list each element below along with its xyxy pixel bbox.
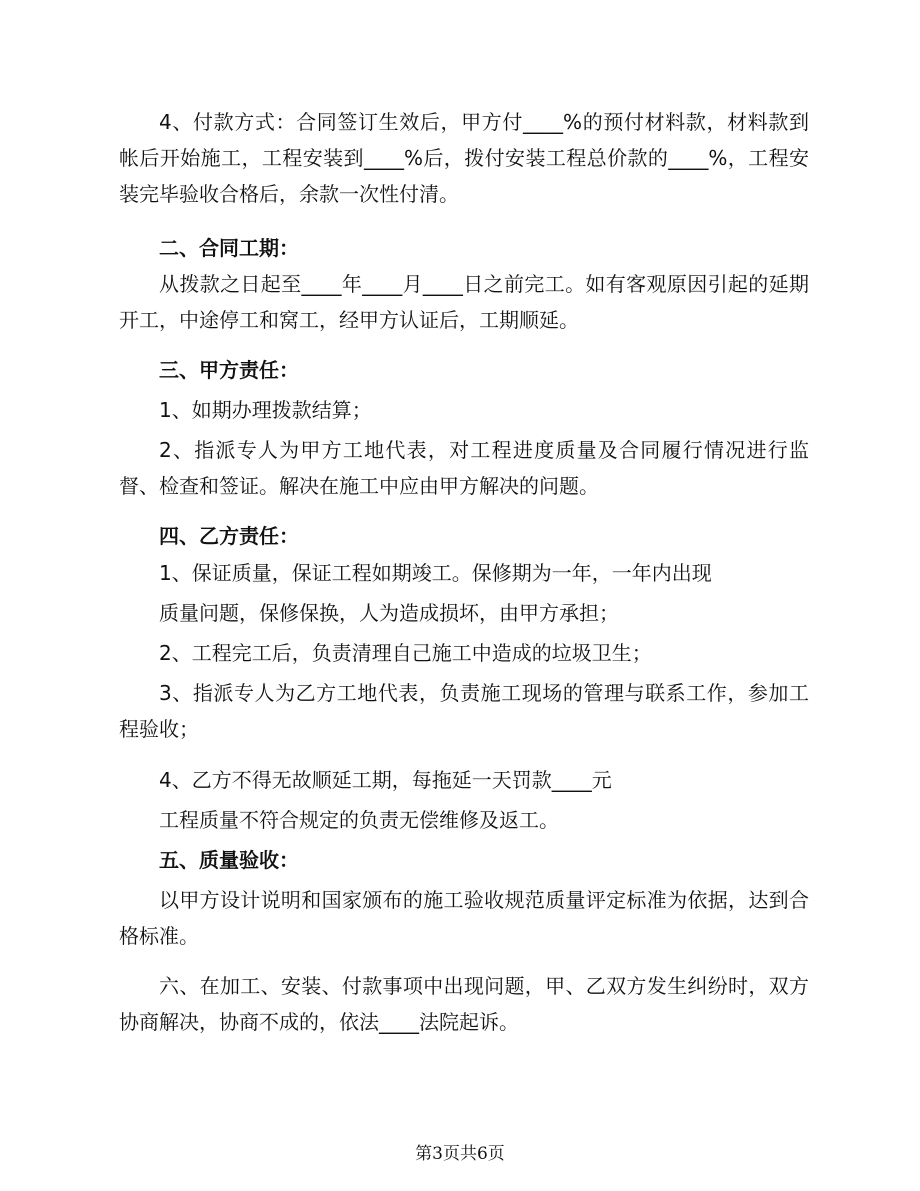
party-a-duty-2: 2、指派专人为甲方工地代表，对工程进度质量及合同履行情况进行监督、检查和签证。解决在施工中应由甲方解决的问题。 — [119, 438, 809, 498]
party-a-duty-1: 1、如期办理拨款结算； — [159, 398, 372, 422]
party-b-duty-3: 3、指派专人为乙方工地代表，负责施工现场的管理与联系工作，参加工程验收； — [119, 681, 809, 741]
page-number-footer: 第3页共6页 — [415, 1144, 505, 1164]
party-b-duty-1: 1、保证质量，保证工程如期竣工。保修期为一年，一年内出现 — [159, 561, 712, 585]
section-heading-party-b-duties: 四、乙方责任： — [159, 524, 299, 548]
contract-period-paragraph: 从拨款之日起至____年____月____日之前完工。如有客观原因引起的延期开工，中途停工和窝工，经甲方认证后，工期顺延。 — [119, 272, 809, 332]
quality-acceptance-paragraph: 以甲方设计说明和国家颁布的施工验收规范质量评定标准为依据，达到合格标准。 — [119, 888, 809, 948]
section-heading-quality-acceptance: 五、质量验收： — [159, 848, 299, 872]
section-heading-party-a-duties: 三、甲方责任： — [159, 358, 299, 382]
section-heading-contract-period: 二、合同工期： — [159, 236, 299, 260]
party-b-duty-4: 4、乙方不得无故顺延工期，每拖延一天罚款____元 — [159, 768, 612, 792]
payment-terms-paragraph: 4、付款方式：合同签订生效后，甲方付____%的预付材料款，材料款到帐后开始施工，工程安装到____%后，拨付安装工程总价款的____%，工程安装完毕验收合格后，余款一次性付清。 — [119, 110, 809, 206]
party-b-duty-4-continued: 工程质量不符合规定的负责无偿维修及返工。 — [159, 808, 559, 832]
party-b-duty-1-continued: 质量问题，保修保换，人为造成损坏，由甲方承担； — [159, 601, 619, 625]
dispute-resolution-paragraph: 六、在加工、安装、付款事项中出现问题，甲、乙双方发生纠纷时，双方协商解决，协商不成的，依法____法院起诉。 — [119, 974, 809, 1034]
party-b-duty-2: 2、工程完工后，负责清理自己施工中造成的垃圾卫生； — [159, 641, 652, 665]
